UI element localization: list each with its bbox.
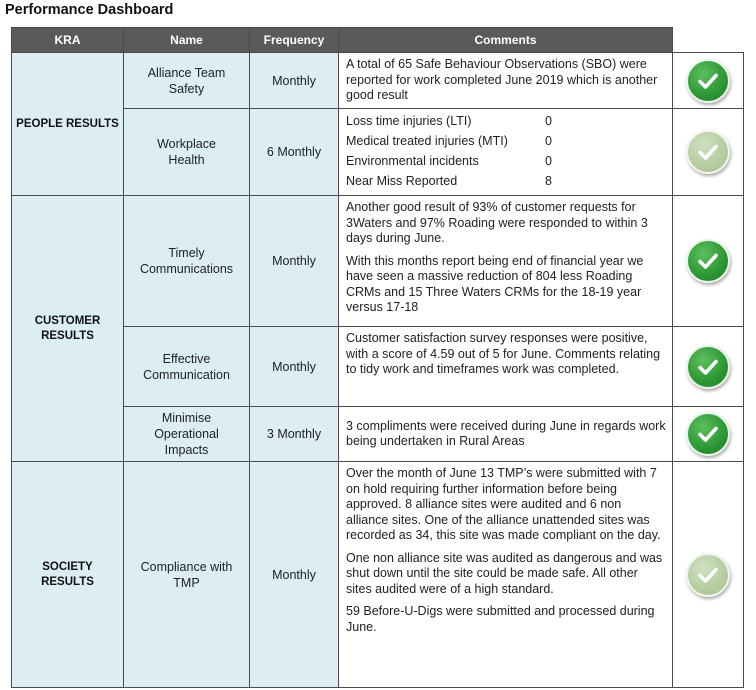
kra-label: RESULTS: [41, 575, 94, 588]
comment-paragraph: 3 compliments were received during June in regards work being undertaken in Rural Areas: [346, 418, 666, 448]
row-frequency: Monthly: [250, 327, 339, 407]
name-line: Compliance with: [140, 559, 233, 574]
name-line: Alliance Team: [147, 65, 226, 80]
kra-society-results: [12, 462, 124, 688]
row-name: [124, 109, 250, 196]
name-line: Health: [168, 153, 205, 167]
table-row: [12, 53, 744, 109]
name-line: Impacts: [164, 443, 209, 457]
kra-label: RESULTS: [41, 329, 94, 342]
kra-people-results: [12, 53, 124, 196]
name-line: Workplace: [157, 137, 216, 151]
check-icon-faded: [686, 130, 730, 174]
name-line: Safety: [168, 81, 205, 96]
page-title: Performance Dashboard: [5, 2, 174, 18]
row-name: [124, 196, 250, 327]
metric-row: [346, 112, 666, 132]
metric-row: [346, 152, 666, 172]
kra-customer-results: [12, 196, 124, 462]
row-comments: [339, 327, 673, 407]
row-frequency: Monthly: [250, 462, 339, 688]
kra-header: KRA: [12, 28, 124, 53]
row-frequency: Monthly: [250, 53, 339, 109]
performance-table: [11, 27, 744, 688]
comments-header: Comments: [339, 28, 673, 53]
frequency-header: Frequency: [250, 28, 339, 53]
table-row: [12, 462, 744, 688]
row-name: [124, 53, 250, 109]
row-status: [673, 462, 744, 688]
row-name: [124, 462, 250, 688]
name-line: Communications: [139, 262, 234, 276]
comment-paragraph: With this months report being end of financial year we have seen a massive reduction of 804 less Roading CRMs and 15 Three Waters CRMs for the 18-19 year versus 17-18: [346, 253, 644, 314]
metric-row: [346, 172, 666, 192]
metric-row: [346, 132, 666, 152]
row-status: [673, 109, 744, 196]
row-frequency: 3 Monthly: [250, 407, 339, 462]
check-icon: [686, 345, 730, 389]
check-icon: [686, 412, 730, 456]
check-icon: [686, 59, 730, 103]
row-comments: [339, 109, 673, 196]
metric-label: Environmental incidents: [346, 154, 479, 169]
kra-label: PEOPLE RESULTS: [16, 117, 119, 130]
row-comments: [339, 196, 673, 327]
kra-label: CUSTOMER: [34, 314, 101, 327]
comment-paragraph: Another good result of 93% of customer requests for 3Waters and 97% Roading were responded to within 3 days during June.: [346, 200, 648, 245]
comment-paragraph: Customer satisfaction survey responses were positive, with a score of 4.59 out of 5 for June. Comments relating to tidy work and timeframes work was completed.: [346, 331, 661, 376]
metric-value: 0: [545, 134, 552, 149]
metric-value: 8: [545, 174, 552, 189]
row-status: [673, 407, 744, 462]
name-line: Timely: [168, 246, 205, 260]
check-icon-faded: [686, 553, 730, 597]
row-comments: [339, 462, 673, 688]
metric-value: 0: [545, 154, 552, 169]
row-frequency: 6 Monthly: [250, 109, 339, 196]
comment-paragraph: A total of 65 Safe Behaviour Observations (SBO) were reported for work completed June 2019 which is another good result: [346, 57, 658, 102]
row-name: [124, 327, 250, 407]
name-line: Effective: [162, 351, 211, 366]
metric-label: Near Miss Reported: [346, 174, 458, 189]
name-line: Communication: [143, 367, 230, 382]
row-frequency: Monthly: [250, 196, 339, 327]
row-name: [124, 407, 250, 462]
metric-value: 0: [545, 114, 552, 129]
row-status: [673, 327, 744, 407]
metric-label: Loss time injuries (LTI): [346, 114, 472, 129]
comment-paragraph: Over the month of June 13 TMP’s were submitted with 7 on hold requiring further information before being approved. 8 alliance sites were audited and 6 non alliance sites. One of the alliance unattended sites was recorded as 34, this site was made compliant on the day.: [346, 466, 661, 542]
row-comments: [339, 53, 673, 109]
status-header: [673, 28, 744, 53]
kra-label: SOCIETY: [42, 560, 93, 573]
name-line: Minimise: [161, 411, 212, 425]
header-row: [12, 28, 744, 53]
row-status: [673, 53, 744, 109]
metric-label: Medical treated injuries (MTI): [346, 134, 508, 149]
table-row: [12, 196, 744, 327]
name-line: TMP: [173, 575, 200, 590]
comment-paragraph: 59 Before-U-Digs were submitted and processed during June.: [346, 604, 655, 634]
row-status: [673, 196, 744, 327]
comment-paragraph: One non alliance site was audited as dangerous and was shut down until the site could be made safe. All other sites audited were of a high standard.: [346, 550, 663, 596]
name-line: Operational: [154, 427, 219, 441]
check-icon: [686, 239, 730, 283]
row-comments: [339, 407, 673, 462]
name-header: Name: [124, 28, 250, 53]
